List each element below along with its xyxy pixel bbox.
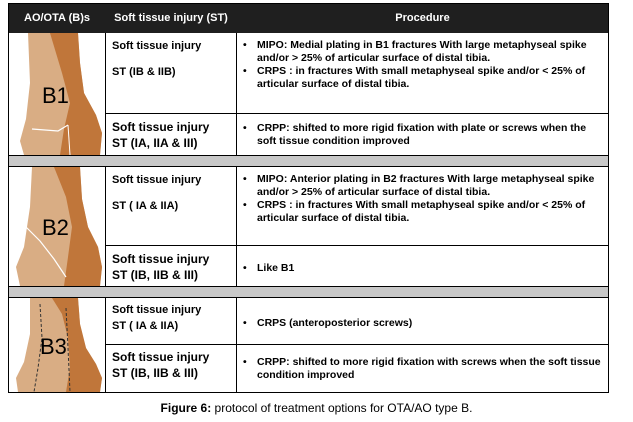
bone-label-b2: B2 [42,215,69,240]
procedure-cell-b2-row1 [243,173,603,224]
bone-label-b3: B3 [40,334,67,359]
header-procedure: Procedure [395,12,450,24]
list-item: • MIPO: Medial plating in B1 fractures With large metaphyseal spike and/or > 25% of articular surface of distal tibia. [243,39,587,64]
bone-label-b1: B1 [42,83,69,108]
procedure-cell-b3-row2 [243,356,603,381]
group-separator [9,286,608,298]
st-cell-b3-row1: Soft tissue injury ST ( IA & IIA) [112,304,202,332]
header-soft-tissue: Soft tissue injury (ST) [114,12,228,24]
procedure-cell-b1-row2 [243,122,603,147]
st-cell-b1-row2: Soft tissue injury ST (IA, IIA & III) [112,120,210,150]
bone-illustration-b1 [10,33,105,155]
bone-illustration-b3 [10,298,105,392]
figure-caption: Figure 6: protocol of treatment options for OTA/AO type B. [160,401,473,415]
st-cell-b2-row1: Soft tissue injury ST ( IA & IIA) [112,174,202,212]
list-item: • CRPS : in fractures With small metaphyseal spike and/or < 25% of articular surface of distal tibia. [243,65,586,90]
st-cell-b1-row1: Soft tissue injury ST (IB & IIB) [112,40,202,78]
list-item: • CRPS (anteroposterior screws) [243,317,413,329]
list-item: • CRPP: shifted to more rigid fixation with screws when the soft tissue condition improved [243,356,601,381]
list-item: • CRPP: shifted to more rigid fixation with plate or screws when the soft tissue condition improved [243,122,587,147]
list-item: • CRPS : in fractures With small metaphyseal spike and/or < 25% of articular surface of distal tibia. [243,199,586,224]
st-cell-b2-row2: Soft tissue injury ST (IB, IIB & III) [112,252,210,282]
list-item: • Like B1 [243,262,295,274]
list-item: • MIPO: Anterior plating in B2 fractures With large metaphyseal spike and/or > 25% of articular surface of distal tibia. [243,173,595,198]
table-header [9,4,608,33]
group-separator [9,155,608,167]
procedure-cell-b3-row1 [243,317,603,330]
st-cell-b3-row2: Soft tissue injury ST (IB, IIB & III) [112,350,210,380]
header-classification: AO/OTA (B)s [24,12,90,24]
procedure-cell-b1-row1 [243,39,603,90]
bone-illustration-b2 [10,167,105,286]
treatment-protocol-table [8,3,609,393]
procedure-cell-b2-row2 [243,262,603,275]
